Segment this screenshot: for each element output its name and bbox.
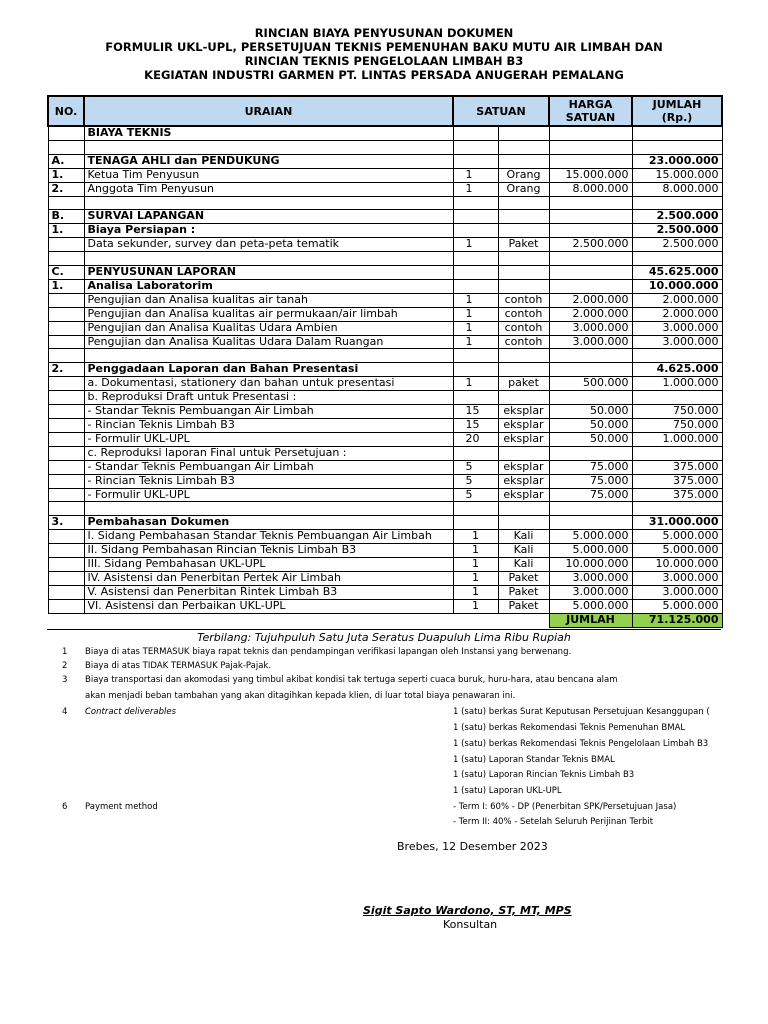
row-number bbox=[48, 418, 84, 432]
row-description bbox=[84, 196, 453, 210]
row-description: - Rincian Teknis Limbah B3 bbox=[84, 418, 453, 432]
row-description: III. Sidang Pembahasan UKL-UPL bbox=[84, 558, 453, 572]
row-number bbox=[48, 571, 84, 585]
note-text: Biaya di atas TIDAK TERMASUK Pajak-Pajak. bbox=[85, 661, 272, 671]
row-unit: contoh bbox=[498, 321, 549, 335]
row-description: Pembahasan Dokumen bbox=[84, 516, 453, 530]
row-number bbox=[48, 335, 84, 349]
row-unit-price: 2.000.000 bbox=[549, 293, 632, 307]
row-quantity bbox=[453, 154, 498, 168]
row-amount: 750.000 bbox=[632, 418, 722, 432]
row-number bbox=[48, 196, 84, 210]
row-unit bbox=[498, 154, 549, 168]
row-description: IV. Asistensi dan Penerbitan Pertek Air Limbah bbox=[84, 571, 453, 585]
row-number bbox=[48, 349, 84, 363]
table-row bbox=[48, 252, 722, 266]
row-unit-price bbox=[549, 196, 632, 210]
row-unit bbox=[498, 502, 549, 516]
table-row bbox=[48, 432, 722, 446]
row-description: - Standar Teknis Pembuangan Air Limbah bbox=[84, 460, 453, 474]
row-unit: Paket bbox=[498, 585, 549, 599]
row-description: - Formulir UKL-UPL bbox=[84, 488, 453, 502]
row-number bbox=[48, 377, 84, 391]
row-unit-price: 50.000 bbox=[549, 418, 632, 432]
table-row bbox=[48, 349, 722, 363]
total-row bbox=[48, 613, 722, 627]
row-quantity: 15 bbox=[453, 405, 498, 419]
row-number bbox=[48, 460, 84, 474]
row-amount: 1.000.000 bbox=[632, 377, 722, 391]
row-amount: 3.000.000 bbox=[632, 321, 722, 335]
table-row bbox=[48, 418, 722, 432]
row-quantity: 1 bbox=[453, 182, 498, 196]
row-amount bbox=[632, 140, 722, 154]
row-number bbox=[48, 488, 84, 502]
row-unit: eksplar bbox=[498, 474, 549, 488]
row-number bbox=[48, 585, 84, 599]
row-unit-price: 10.000.000 bbox=[549, 558, 632, 572]
row-number: 2. bbox=[48, 182, 84, 196]
note-number: 2 bbox=[62, 661, 68, 671]
row-unit bbox=[498, 140, 549, 154]
row-amount bbox=[632, 126, 722, 140]
row-number bbox=[48, 405, 84, 419]
row-number: 1. bbox=[48, 168, 84, 182]
row-description: Pengujian dan Analisa kualitas air tanah bbox=[84, 293, 453, 307]
note-number: 4 bbox=[62, 707, 68, 717]
row-description bbox=[84, 502, 453, 516]
title-line-3: RINCIAN TEKNIS PENGELOLAAN LIMBAH B3 bbox=[244, 54, 524, 68]
row-unit-price bbox=[549, 391, 632, 405]
table-row bbox=[48, 488, 722, 502]
row-unit-price: 75.000 bbox=[549, 488, 632, 502]
row-amount bbox=[632, 349, 722, 363]
row-amount: 31.000.000 bbox=[632, 516, 722, 530]
row-unit-price bbox=[549, 279, 632, 293]
table-row bbox=[48, 502, 722, 516]
row-unit: Paket bbox=[498, 599, 549, 613]
table-row bbox=[48, 307, 722, 321]
table-row bbox=[48, 224, 722, 238]
row-unit: contoh bbox=[498, 307, 549, 321]
row-quantity: 1 bbox=[453, 530, 498, 544]
row-amount: 3.000.000 bbox=[632, 585, 722, 599]
row-unit: eksplar bbox=[498, 460, 549, 474]
place-date: Brebes, 12 Desember 2023 bbox=[397, 840, 548, 853]
row-quantity bbox=[453, 140, 498, 154]
row-quantity: 15 bbox=[453, 418, 498, 432]
row-number: 1. bbox=[48, 279, 84, 293]
row-number bbox=[48, 307, 84, 321]
row-unit-price bbox=[549, 210, 632, 224]
note-number: 3 bbox=[62, 675, 68, 685]
row-amount: 375.000 bbox=[632, 460, 722, 474]
row-unit: eksplar bbox=[498, 432, 549, 446]
total-value: 71.125.000 bbox=[632, 613, 722, 627]
row-number: A. bbox=[48, 154, 84, 168]
table-row bbox=[48, 154, 722, 168]
row-number bbox=[48, 391, 84, 405]
row-unit-price: 500.000 bbox=[549, 377, 632, 391]
row-quantity bbox=[453, 502, 498, 516]
row-description: PENYUSUNAN LAPORAN bbox=[84, 266, 453, 280]
row-description: VI. Asistensi dan Perbaikan UKL-UPL bbox=[84, 599, 453, 613]
row-unit bbox=[498, 126, 549, 140]
row-unit bbox=[498, 210, 549, 224]
row-amount bbox=[632, 391, 722, 405]
row-amount: 15.000.000 bbox=[632, 168, 722, 182]
row-description: a. Dokumentasi, stationery dan bahan untuk presentasi bbox=[84, 377, 453, 391]
row-amount: 375.000 bbox=[632, 474, 722, 488]
header-jumlah: JUMLAH (Rp.) bbox=[632, 96, 722, 126]
table-row bbox=[48, 558, 722, 572]
total-spacer bbox=[48, 613, 84, 627]
row-number bbox=[48, 293, 84, 307]
row-amount: 45.625.000 bbox=[632, 266, 722, 280]
row-description: Data sekunder, survey dan peta-peta tematik bbox=[84, 238, 453, 252]
row-description bbox=[84, 140, 453, 154]
row-number bbox=[48, 530, 84, 544]
row-amount: 750.000 bbox=[632, 405, 722, 419]
note-number: 1 bbox=[62, 647, 68, 657]
total-label: JUMLAH bbox=[549, 613, 632, 627]
note-number: 6 bbox=[62, 802, 68, 812]
row-unit: contoh bbox=[498, 335, 549, 349]
note-text: Biaya di atas TERMASUK biaya rapat teknis dan pendampingan verifikasi lapangan oleh Instansi yang berwenang. bbox=[85, 647, 572, 657]
row-unit bbox=[498, 349, 549, 363]
row-number bbox=[48, 502, 84, 516]
row-quantity: 1 bbox=[453, 321, 498, 335]
row-number: 3. bbox=[48, 516, 84, 530]
deliverable-item: 1 (satu) berkas Surat Keputusan Persetujuan Kesanggupan ( bbox=[453, 707, 710, 717]
row-description: V. Asistensi dan Penerbitan Rintek Limbah B3 bbox=[84, 585, 453, 599]
row-number bbox=[48, 321, 84, 335]
table-row bbox=[48, 391, 722, 405]
row-description: Anggota Tim Penyusun bbox=[84, 182, 453, 196]
row-unit bbox=[498, 266, 549, 280]
row-unit: eksplar bbox=[498, 418, 549, 432]
total-spacer bbox=[84, 613, 453, 627]
row-quantity: 1 bbox=[453, 377, 498, 391]
row-amount: 5.000.000 bbox=[632, 530, 722, 544]
row-amount: 5.000.000 bbox=[632, 544, 722, 558]
row-quantity bbox=[453, 363, 498, 377]
row-description: - Standar Teknis Pembuangan Air Limbah bbox=[84, 405, 453, 419]
row-unit bbox=[498, 252, 549, 266]
row-unit: Kali bbox=[498, 558, 549, 572]
row-unit-price bbox=[549, 349, 632, 363]
table-row bbox=[48, 238, 722, 252]
header-satuan: SATUAN bbox=[453, 96, 549, 126]
row-unit-price bbox=[549, 266, 632, 280]
deliverable-item: 1 (satu) berkas Rekomendasi Teknis Pemenuhan BMAL bbox=[453, 723, 686, 733]
row-unit-price: 50.000 bbox=[549, 405, 632, 419]
row-description: b. Reproduksi Draft untuk Presentasi : bbox=[84, 391, 453, 405]
row-number bbox=[48, 599, 84, 613]
row-description bbox=[84, 252, 453, 266]
amount-in-words: Terbilang: Tujuhpuluh Satu Juta Seratus Duapuluh Lima Ribu Rupiah bbox=[47, 629, 721, 644]
row-description bbox=[84, 349, 453, 363]
row-unit bbox=[498, 446, 549, 460]
row-unit-price: 5.000.000 bbox=[549, 544, 632, 558]
table-row bbox=[48, 293, 722, 307]
row-quantity: 1 bbox=[453, 335, 498, 349]
row-description: Biaya Persiapan : bbox=[84, 224, 453, 238]
row-unit-price: 3.000.000 bbox=[549, 571, 632, 585]
row-quantity: 1 bbox=[453, 238, 498, 252]
row-unit-price: 5.000.000 bbox=[549, 599, 632, 613]
table-row bbox=[48, 279, 722, 293]
row-description: Pengujian dan Analisa Kualitas Udara Ambien bbox=[84, 321, 453, 335]
row-description: BIAYA TEKNIS bbox=[84, 126, 453, 140]
header-harga-satuan: HARGA SATUAN bbox=[549, 96, 632, 126]
table-row bbox=[48, 474, 722, 488]
row-amount: 1.000.000 bbox=[632, 432, 722, 446]
row-unit bbox=[498, 391, 549, 405]
row-amount bbox=[632, 502, 722, 516]
row-number bbox=[48, 140, 84, 154]
row-unit: eksplar bbox=[498, 405, 549, 419]
cost-table bbox=[47, 95, 723, 628]
row-amount bbox=[632, 252, 722, 266]
row-quantity: 1 bbox=[453, 558, 498, 572]
row-amount: 375.000 bbox=[632, 488, 722, 502]
row-unit-price bbox=[549, 363, 632, 377]
note-text: Biaya transportasi dan akomodasi yang timbul akibat kondisi tak tertuga seperti cuaca buruk, huru-hara, atau bencana alam bbox=[85, 675, 618, 685]
signer-role: Konsultan bbox=[443, 918, 498, 931]
row-amount: 23.000.000 bbox=[632, 154, 722, 168]
row-quantity: 5 bbox=[453, 460, 498, 474]
row-unit-price: 5.000.000 bbox=[549, 530, 632, 544]
row-unit-price: 50.000 bbox=[549, 432, 632, 446]
row-unit-price bbox=[549, 224, 632, 238]
deliverable-item: 1 (satu) berkas Rekomendasi Teknis Pengelolaan Limbah B3 bbox=[453, 739, 709, 749]
row-unit: eksplar bbox=[498, 488, 549, 502]
row-number bbox=[48, 544, 84, 558]
row-unit-price: 3.000.000 bbox=[549, 335, 632, 349]
signer-name: Sigit Sapto Wardono, ST, MT, MPS bbox=[363, 904, 572, 917]
table-row bbox=[48, 460, 722, 474]
row-number: 2. bbox=[48, 363, 84, 377]
table-row bbox=[48, 182, 722, 196]
row-number bbox=[48, 446, 84, 460]
row-quantity: 5 bbox=[453, 474, 498, 488]
table-row bbox=[48, 196, 722, 210]
row-unit-price: 3.000.000 bbox=[549, 585, 632, 599]
payment-term: - Term I: 60% - DP (Penerbitan SPK/Persetujuan Jasa) bbox=[453, 802, 677, 812]
row-description: I. Sidang Pembahasan Standar Teknis Pembuangan Air Limbah bbox=[84, 530, 453, 544]
table-row bbox=[48, 544, 722, 558]
row-unit-price: 75.000 bbox=[549, 474, 632, 488]
row-number bbox=[48, 432, 84, 446]
row-unit: Kali bbox=[498, 544, 549, 558]
row-quantity bbox=[453, 252, 498, 266]
row-amount: 5.000.000 bbox=[632, 599, 722, 613]
row-unit-price: 3.000.000 bbox=[549, 321, 632, 335]
row-amount: 8.000.000 bbox=[632, 182, 722, 196]
table-row bbox=[48, 140, 722, 154]
row-description: SURVAI LAPANGAN bbox=[84, 210, 453, 224]
deliverable-item: 1 (satu) Laporan UKL-UPL bbox=[453, 786, 562, 796]
row-unit-price bbox=[549, 154, 632, 168]
row-description: Analisa Laboratorim bbox=[84, 279, 453, 293]
row-unit-price bbox=[549, 126, 632, 140]
row-amount: 2.500.000 bbox=[632, 238, 722, 252]
row-quantity bbox=[453, 210, 498, 224]
table-row bbox=[48, 516, 722, 530]
header-uraian: URAIAN bbox=[84, 96, 453, 126]
table-row bbox=[48, 266, 722, 280]
table-body bbox=[48, 126, 722, 613]
payment-term: - Term II: 40% - Setelah Seluruh Perijinan Terbit bbox=[453, 817, 654, 827]
row-quantity bbox=[453, 266, 498, 280]
row-description: - Rincian Teknis Limbah B3 bbox=[84, 474, 453, 488]
title-line-4: KEGIATAN INDUSTRI GARMEN PT. LINTAS PERSADA ANUGERAH PEMALANG bbox=[144, 68, 624, 82]
row-quantity bbox=[453, 391, 498, 405]
row-quantity: 1 bbox=[453, 571, 498, 585]
row-unit-price: 75.000 bbox=[549, 460, 632, 474]
row-unit-price bbox=[549, 252, 632, 266]
row-quantity: 5 bbox=[453, 488, 498, 502]
row-unit-price bbox=[549, 516, 632, 530]
row-unit bbox=[498, 224, 549, 238]
row-unit bbox=[498, 279, 549, 293]
row-unit: contoh bbox=[498, 293, 549, 307]
row-amount: 3.000.000 bbox=[632, 335, 722, 349]
row-quantity bbox=[453, 446, 498, 460]
payment-method-label: Payment method bbox=[85, 802, 158, 812]
row-quantity: 1 bbox=[453, 307, 498, 321]
row-amount: 2.500.000 bbox=[632, 224, 722, 238]
table-row bbox=[48, 377, 722, 391]
row-unit: Paket bbox=[498, 238, 549, 252]
table-row bbox=[48, 446, 722, 460]
row-description: Pengujian dan Analisa kualitas air permukaan/air limbah bbox=[84, 307, 453, 321]
header-no: NO. bbox=[48, 96, 84, 126]
row-unit-price: 2.500.000 bbox=[549, 238, 632, 252]
row-unit: paket bbox=[498, 377, 549, 391]
document-title bbox=[0, 26, 768, 82]
row-unit-price bbox=[549, 140, 632, 154]
row-quantity: 1 bbox=[453, 544, 498, 558]
title-line-1: RINCIAN BIAYA PENYUSUNAN DOKUMEN bbox=[254, 26, 514, 40]
deliverable-item: 1 (satu) Laporan Rincian Teknis Limbah B3 bbox=[453, 770, 635, 780]
row-unit bbox=[498, 363, 549, 377]
table-row bbox=[48, 571, 722, 585]
row-number: 1. bbox=[48, 224, 84, 238]
table-row bbox=[48, 126, 722, 140]
deliverable-item: 1 (satu) Laporan Standar Teknis BMAL bbox=[453, 755, 615, 765]
table-row bbox=[48, 363, 722, 377]
row-number bbox=[48, 238, 84, 252]
row-amount: 10.000.000 bbox=[632, 558, 722, 572]
row-description: Ketua Tim Penyusun bbox=[84, 168, 453, 182]
row-quantity bbox=[453, 279, 498, 293]
row-quantity: 1 bbox=[453, 585, 498, 599]
row-unit bbox=[498, 516, 549, 530]
table-row bbox=[48, 585, 722, 599]
row-amount: 4.625.000 bbox=[632, 363, 722, 377]
row-quantity bbox=[453, 126, 498, 140]
total-spacer bbox=[498, 613, 549, 627]
row-quantity bbox=[453, 516, 498, 530]
row-description: c. Reproduksi laporan Final untuk Persetujuan : bbox=[84, 446, 453, 460]
row-unit-price: 15.000.000 bbox=[549, 168, 632, 182]
row-description: Pengujian dan Analisa Kualitas Udara Dalam Ruangan bbox=[84, 335, 453, 349]
row-amount bbox=[632, 446, 722, 460]
title-line-2: FORMULIR UKL-UPL, PERSETUJUAN TEKNIS PEMENUHAN BAKU MUTU AIR LIMBAH DAN bbox=[105, 40, 663, 54]
row-amount: 3.000.000 bbox=[632, 571, 722, 585]
row-quantity: 1 bbox=[453, 168, 498, 182]
row-quantity: 1 bbox=[453, 293, 498, 307]
row-description: - Formulir UKL-UPL bbox=[84, 432, 453, 446]
row-unit-price bbox=[549, 446, 632, 460]
table-row bbox=[48, 321, 722, 335]
table-row bbox=[48, 168, 722, 182]
row-amount bbox=[632, 196, 722, 210]
row-number: C. bbox=[48, 266, 84, 280]
row-quantity: 1 bbox=[453, 599, 498, 613]
table-row bbox=[48, 530, 722, 544]
row-number: B. bbox=[48, 210, 84, 224]
row-number bbox=[48, 558, 84, 572]
row-amount: 2.000.000 bbox=[632, 307, 722, 321]
row-unit bbox=[498, 196, 549, 210]
row-amount: 10.000.000 bbox=[632, 279, 722, 293]
row-amount: 2.000.000 bbox=[632, 293, 722, 307]
row-quantity bbox=[453, 349, 498, 363]
row-number bbox=[48, 474, 84, 488]
row-unit-price: 8.000.000 bbox=[549, 182, 632, 196]
row-quantity: 20 bbox=[453, 432, 498, 446]
row-unit-price: 2.000.000 bbox=[549, 307, 632, 321]
row-quantity bbox=[453, 196, 498, 210]
row-description: II. Sidang Pembahasan Rincian Teknis Limbah B3 bbox=[84, 544, 453, 558]
table-header-row bbox=[48, 96, 722, 126]
row-number bbox=[48, 252, 84, 266]
row-unit: Kali bbox=[498, 530, 549, 544]
table-row bbox=[48, 405, 722, 419]
row-unit: Orang bbox=[498, 168, 549, 182]
table-row bbox=[48, 335, 722, 349]
row-amount: 2.500.000 bbox=[632, 210, 722, 224]
row-unit: Paket bbox=[498, 571, 549, 585]
table-row bbox=[48, 599, 722, 613]
row-number bbox=[48, 126, 84, 140]
row-unit: Orang bbox=[498, 182, 549, 196]
table-row bbox=[48, 210, 722, 224]
row-unit-price bbox=[549, 502, 632, 516]
contract-deliverables-label: Contract deliverables bbox=[85, 707, 176, 717]
total-spacer bbox=[453, 613, 498, 627]
row-description: Penggadaan Laporan dan Bahan Presentasi bbox=[84, 363, 453, 377]
row-description: TENAGA AHLI dan PENDUKUNG bbox=[84, 154, 453, 168]
note-text: akan menjadi beban tambahan yang akan ditagihkan kepada klien, di luar total biaya penawaran ini. bbox=[85, 691, 516, 701]
row-quantity bbox=[453, 224, 498, 238]
